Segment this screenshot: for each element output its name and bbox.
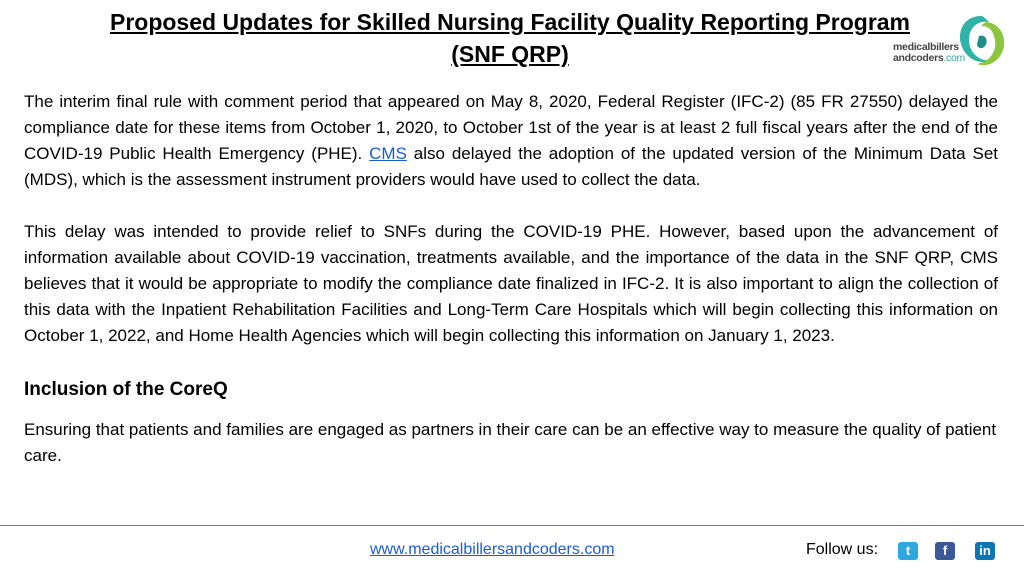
paragraph-3: Ensuring that patients and families are engaged as partners in their care can be an effective way to measure the quality of patient care. [24,420,997,465]
cms-link[interactable]: CMS [369,144,407,163]
page-title: Proposed Updates for Skilled Nursing Facility Quality Reporting Program (SNF QRP) [109,9,911,67]
paragraph-1: The interim final rule with comment period that appeared on May 8, 2020, Federal Register (IFC-2) (85 FR 27550) delayed the compliance date for these items from October 1, 2020, to October 1st of the year is at least 2 full fiscal years after the end of the COVID-19 Public Health Emergency (PHE). CMS also delayed the adoption of the updated version of the Minimum Data Set (MDS), which is the assessment instrument providers would have used to collect the data. [24,92,998,189]
section-heading: Inclusion of the CoreQ [24,379,228,400]
logo-text [893,42,973,64]
article-body [24,89,998,469]
follow-label: Follow us: [806,541,879,558]
paragraph-2: This delay was intended to provide relief to SNFs during the COVID-19 PHE. However, based upon the advancement of information available about COVID-19 vaccination, treatments available, and the importance of the data in the SNF QRP, CMS believes that it would be appropriate to modify the compliance date finalized in IFC-2. It is also important to align the collection of this data with the Inpatient Rehabilitation Facilities and Long-Term Care Hospitals which will begin collecting this information on October 1, 2022, and Home Health Agencies which will begin collecting this information on January 1, 2023. [24,222,998,345]
logo-line-2: andcoders.com [893,52,965,64]
twitter-icon[interactable]: t [898,542,918,560]
facebook-icon[interactable]: f [935,542,955,560]
linkedin-icon[interactable]: in [975,542,995,560]
logo-line-1: medicalbillers [893,41,959,53]
footer-divider [0,525,1024,526]
website-link[interactable]: www.medicalbillersandcoders.com [370,541,615,558]
logo-suffix: .com [943,52,965,64]
company-logo[interactable] [893,12,1015,72]
